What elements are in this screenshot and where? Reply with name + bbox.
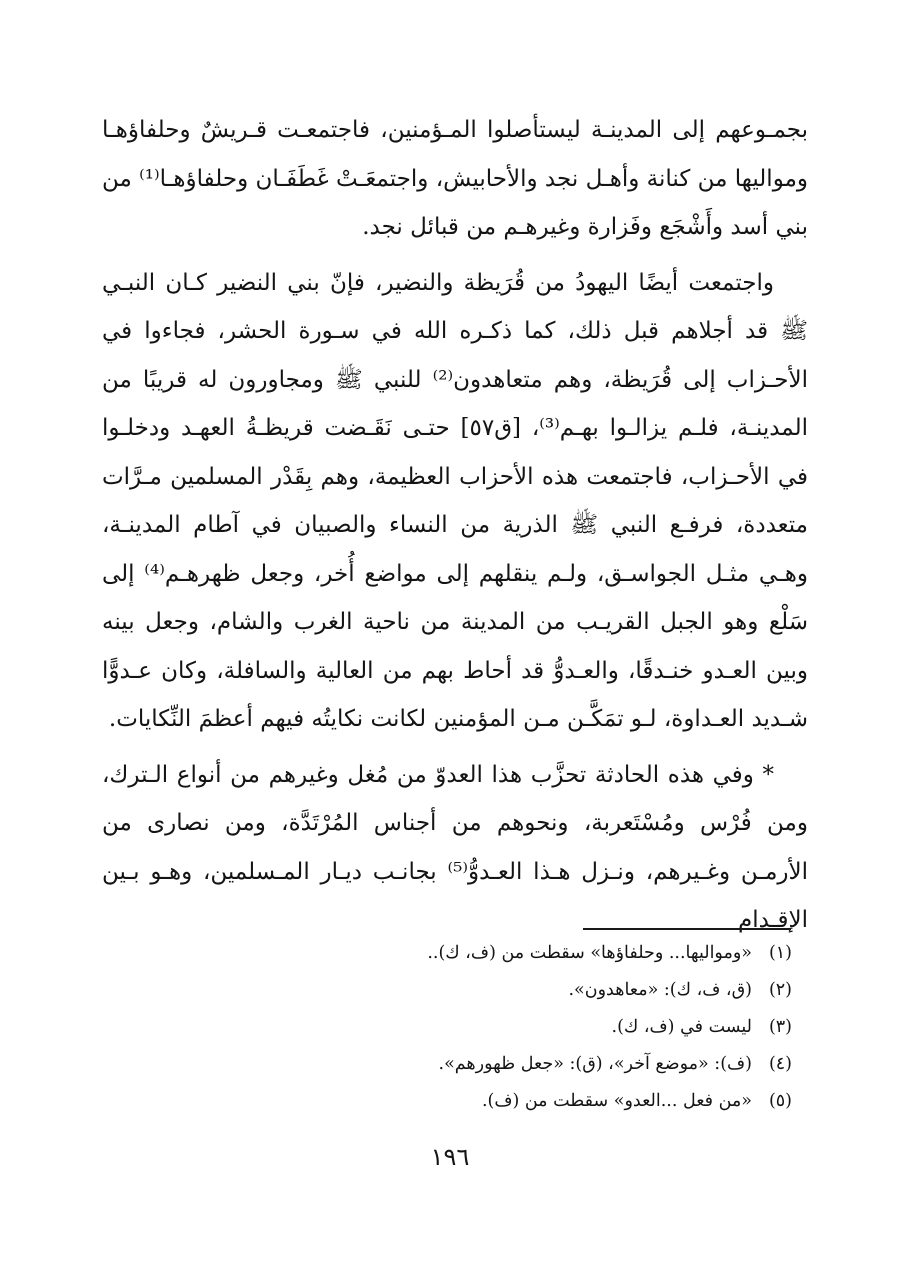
footnote-text: (ق، ف، ك): «معاهدون».: [568, 980, 752, 1000]
footnote-5: [102, 1083, 792, 1120]
footnote-text: (ف): «موضع آخر»، (ق): «جعل ظهورهم».: [438, 1054, 752, 1074]
footnote-3: [102, 1009, 792, 1046]
footnote-text: «من فعل ...العدو» سقطت من (ف).: [481, 1091, 752, 1111]
footnote-2: [102, 972, 792, 1009]
footnote-1: [102, 935, 792, 972]
footnotes: [102, 935, 792, 1120]
footnote-text: ليست في (ف، ك).: [611, 1017, 752, 1037]
footnote-number: (٤): [768, 1054, 792, 1074]
footnote-number: (١): [768, 943, 792, 963]
footnote-4: [102, 1046, 792, 1083]
paragraph-3: * وفي هذه الحادثة تحزَّب هذا العدوّ من مُغل وغيرهم من أنواع الـترك، ومن فُرْس ومُسْتَعربة، ونحوهم من أجناس المُرْتَدَّة، ومن نصارى من الأرمـن وغـيرهم، ونـزل هـذا العـدوُّ⁽⁵⁾ بجانـب ديـار المـسلمين، وهـو بـين الإقـدام: [102, 761, 808, 933]
footnote-number: (٢): [768, 980, 792, 1000]
main-text: [102, 106, 808, 952]
footnote-number: (٥): [768, 1091, 792, 1111]
paragraph-1: بجمـوعهم إلى المدينـة ليستأصلوا المـؤمنين، فاجتمعـت قـريشٌ وحلفاؤهـا ومواليها من كنانة وأهـل نجد والأحابيش، واجتمعَـتْ غَطَفَـان وحلفاؤهـا⁽¹⁾ من بني أسد وأَشْجَع وفَزارة وغيرهـم من قبائل نجد.: [101, 117, 808, 240]
page-number: ١٩٦: [430, 1143, 470, 1171]
paragraph-2: واجتمعت أيضًا اليهودُ من قُرَيظة والنضير، فإنّ بني النضير كـان النبـي ﷺ قد أجلاهم قبل ذلك، كما ذكـره الله في سـورة الحشر، فجاءوا في الأحـزاب إلى قُرَيظة، وهم متعاهدون⁽²⁾ للنبي ﷺ ومجاورون له قريبًا من المدينـة، فلـم يزالـوا بهـم⁽³⁾، [ق٥٧] حتـى نَقَـضت قريظـةُ العهـد ودخلـوا في الأحـزاب، فاجتمعت هذه الأحزاب العظيمة، وهم بِقَدْر المسلمين مـرَّات متعددة، فرفـع النبي ﷺ الذرية من النساء والصبيان في آطام المدينـة، وهـي مثـل الجواسـق، ولـم ينقلهم إلى مواضع أُخر، وجعل ظهرهـم⁽⁴⁾ إلى سَلْع وهو الجبل القريـب من المدينة من ناحية الغرب والشام، وجعل بينه وبين العـدو خنـدقًا، والعـدوُّ قد أحاط بهم من العالية والسافلة، وكان عـدوًّا شـديد العـداوة، لـو تمَكَّـن مـن المؤمنين لكانت نكايتُه فيهم أعظمَ النِّكايات.: [102, 269, 809, 732]
footnote-text: «ومواليها... وحلفاؤها» سقطت من (ف، ك)..: [427, 943, 752, 963]
footnote-number: (٣): [768, 1017, 792, 1037]
footnote-divider: [583, 928, 791, 930]
